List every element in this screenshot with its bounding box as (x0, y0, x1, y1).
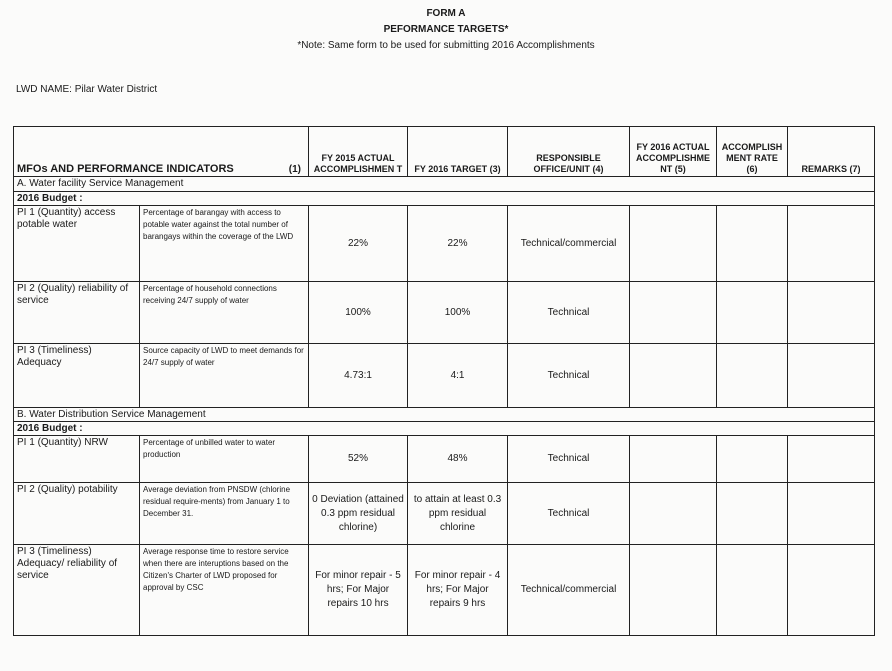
fy2016-cell: 4:1 (408, 344, 508, 408)
table-row (14, 206, 875, 282)
pi-cell: PI 3 (Timeliness) Adequacy/ reliability of service (14, 545, 140, 636)
form-title: FORM A (426, 8, 466, 19)
table-row (14, 436, 875, 483)
remarks-cell (788, 344, 875, 408)
section-a-budget-row (14, 192, 875, 206)
office-cell: Technical (508, 483, 630, 545)
fy2015-cell: 52% (309, 436, 408, 483)
col-header-fy2015: FY 2015 ACTUAL ACCOMPLISHMEN T (309, 127, 408, 177)
fy2015-cell: 100% (309, 282, 408, 344)
rate-cell (717, 483, 788, 545)
col-header-remarks: REMARKS (7) (788, 127, 875, 177)
indicator-cell: Average deviation from PNSDW (chlorine residual require-ments) from January 1 to December 31. (140, 483, 309, 545)
col-header-mfo: MFOs AND PERFORMANCE INDICATORS (1) (14, 127, 309, 177)
pi-cell: PI 2 (Quality) potability (14, 483, 140, 545)
remarks-cell (788, 483, 875, 545)
col-header-fy2016-actual: FY 2016 ACTUAL ACCOMPLISHME NT (5) (630, 127, 717, 177)
table-header-row (14, 127, 875, 177)
pi-cell: PI 1 (Quantity) NRW (14, 436, 140, 483)
indicator-cell: Percentage of household connections receiving 24/7 supply of water (140, 282, 309, 344)
form-subtitle: PEFORMANCE TARGETS* (383, 24, 509, 35)
col-header-fy2016-target: FY 2016 TARGET (3) (408, 127, 508, 177)
fy2015-cell: 4.73:1 (309, 344, 408, 408)
rate-cell (717, 436, 788, 483)
rate-cell (717, 344, 788, 408)
fy2016-cell: to attain at least 0.3 ppm residual chlorine (408, 483, 508, 545)
fy2016-actual-cell (630, 483, 717, 545)
office-cell: Technical (508, 436, 630, 483)
fy2016-actual-cell (630, 436, 717, 483)
fy2016-cell: For minor repair - 4 hrs; For Major repairs 9 hrs (408, 545, 508, 636)
fy2016-actual-cell (630, 282, 717, 344)
office-cell: Technical/commercial (508, 545, 630, 636)
rate-cell (717, 545, 788, 636)
fy2015-cell: 0 Deviation (attained 0.3 ppm residual chlorine) (309, 483, 408, 545)
fy2016-actual-cell (630, 206, 717, 282)
lwd-name: LWD NAME: Pilar Water District (16, 84, 158, 95)
performance-targets-table (13, 126, 875, 636)
remarks-cell (788, 282, 875, 344)
fy2015-cell: 22% (309, 206, 408, 282)
section-title: A. Water facility Service Management (14, 177, 875, 192)
col-header-rate: ACCOMPLISH MENT RATE (6) (717, 127, 788, 177)
indicator-cell: Source capacity of LWD to meet demands for 24/7 supply of water (140, 344, 309, 408)
section-b-budget-row (14, 422, 875, 436)
remarks-cell (788, 436, 875, 483)
fy2016-actual-cell (630, 545, 717, 636)
rate-cell (717, 206, 788, 282)
pi-cell: PI 1 (Quantity) access potable water (14, 206, 140, 282)
fy2016-cell: 48% (408, 436, 508, 483)
table-row (14, 282, 875, 344)
rate-cell (717, 282, 788, 344)
fy2016-cell: 100% (408, 282, 508, 344)
indicator-cell: Percentage of unbilled water to water production (140, 436, 309, 483)
indicator-cell: Average response time to restore service when there are interuptions based on the Citizen's Charter of LWD proposed for approval by CSC (140, 545, 309, 636)
remarks-cell (788, 206, 875, 282)
table-row (14, 483, 875, 545)
pi-cell: PI 3 (Timeliness) Adequacy (14, 344, 140, 408)
fy2015-cell: For minor repair - 5 hrs; For Major repairs 10 hrs (309, 545, 408, 636)
fy2016-actual-cell (630, 344, 717, 408)
col-header-office: RESPONSIBLE OFFICE/UNIT (4) (508, 127, 630, 177)
section-b-row (14, 408, 875, 422)
indicator-cell: Percentage of barangay with access to potable water against the total number of barangays within the coverage of the LWD (140, 206, 309, 282)
office-cell: Technical (508, 344, 630, 408)
office-cell: Technical (508, 282, 630, 344)
section-a-row (14, 177, 875, 192)
budget-label: 2016 Budget : (14, 422, 875, 436)
budget-label: 2016 Budget : (14, 192, 875, 206)
section-title: B. Water Distribution Service Management (14, 408, 875, 422)
fy2016-cell: 22% (408, 206, 508, 282)
pi-cell: PI 2 (Quality) reliability of service (14, 282, 140, 344)
remarks-cell (788, 545, 875, 636)
table-row (14, 344, 875, 408)
table-row (14, 545, 875, 636)
form-note: *Note: Same form to be used for submitting 2016 Accomplishments (297, 40, 595, 51)
office-cell: Technical/commercial (508, 206, 630, 282)
